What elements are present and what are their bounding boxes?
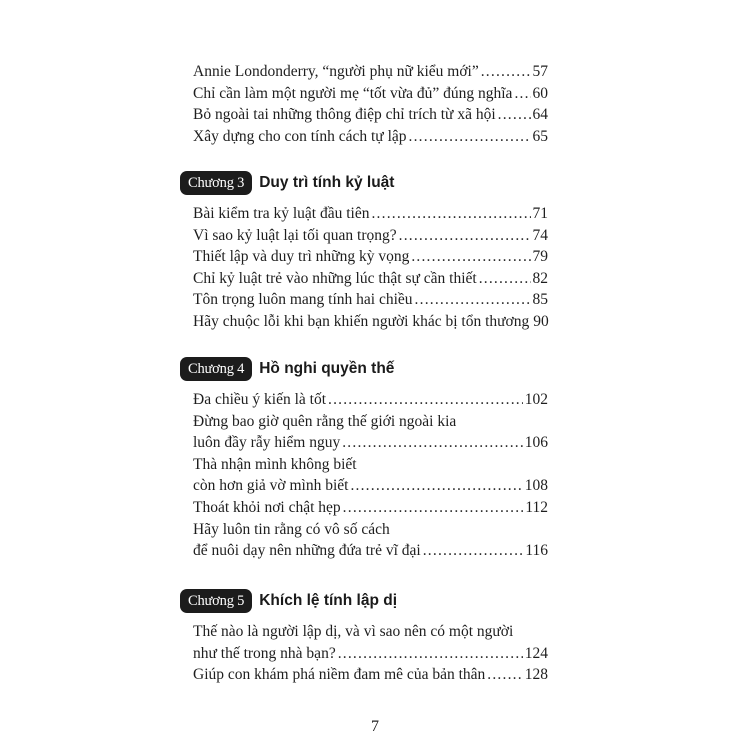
entry-title: Bỏ ngoài tai những thông điệp chỉ trích từ xã hội <box>193 106 496 124</box>
chapter-badge: Chương 5 <box>180 589 252 613</box>
toc-entry <box>193 225 548 247</box>
toc-entry <box>193 540 548 562</box>
entry-page: 112 <box>525 498 548 516</box>
dot-leader <box>371 203 530 225</box>
entry-title: luôn đầy rẫy hiểm nguy <box>193 434 341 452</box>
toc-entry <box>193 83 548 105</box>
chapter-title: Duy trì tính kỷ luật <box>259 173 395 191</box>
dot-leader <box>409 126 531 148</box>
chapter-heading-5 <box>180 588 397 613</box>
toc-entry <box>193 475 548 497</box>
entry-page: 106 <box>524 434 548 452</box>
entry-title: Giúp con khám phá niềm đam mê của bản thân <box>193 666 486 684</box>
chapter-title: Khích lệ tính lập dị <box>259 591 398 609</box>
toc-entry <box>193 311 548 333</box>
toc-entry <box>193 497 548 519</box>
entry-title: Thoát khỏi nơi chật hẹp <box>193 498 341 516</box>
entry-page: 65 <box>532 127 548 145</box>
dot-leader <box>423 540 524 562</box>
dot-leader <box>481 61 531 83</box>
entry-page: 64 <box>532 106 548 124</box>
entry-title: còn hơn giả vờ mình biết <box>193 477 349 495</box>
entry-title: như thế trong nhà bạn? <box>193 644 336 662</box>
entry-page: 71 <box>532 205 548 222</box>
entry-title-line1: Hãy luôn tin rằng có vô số cách <box>193 520 390 538</box>
entry-title-line1: Thà nhận mình không biết <box>193 455 357 473</box>
toc-entry <box>193 126 548 148</box>
toc-section-chapter-5 <box>193 621 548 686</box>
toc-entry <box>193 104 548 126</box>
dot-leader <box>338 643 523 665</box>
toc-section-chapter-4 <box>193 389 548 562</box>
toc-entry <box>193 643 548 665</box>
toc-entry <box>193 268 548 290</box>
toc-section-previous <box>193 61 548 147</box>
chapter-heading-3 <box>180 170 394 195</box>
toc-entry-line1 <box>193 621 548 643</box>
entry-page: 82 <box>532 269 548 287</box>
entry-title: Xây dựng cho con tính cách tự lập <box>193 127 407 145</box>
dot-leader <box>498 104 531 126</box>
toc-entry <box>193 246 548 268</box>
entry-title-line1: Thế nào là người lập dị, và vì sao nên có một người <box>193 623 514 640</box>
dot-leader <box>342 432 523 454</box>
entry-title: Vì sao kỷ luật lại tối quan trọng? <box>193 226 397 244</box>
entry-title: Tôn trọng luôn mang tính hai chiều <box>193 291 413 309</box>
chapter-title: Hồ nghi quyền thế <box>259 359 395 377</box>
entry-title: để nuôi dạy nên những đứa trẻ vĩ đại <box>193 542 421 560</box>
entry-title: Thiết lập và duy trì những kỳ vọng <box>193 248 410 266</box>
entry-page: 102 <box>524 391 548 408</box>
chapter-heading-4 <box>180 356 394 381</box>
chapter-badge: Chương 4 <box>180 357 252 381</box>
toc-entry-line1 <box>193 519 548 541</box>
toc-entry <box>193 61 548 83</box>
toc-entry-line1 <box>193 454 548 476</box>
entry-title: Chỉ kỷ luật trẻ vào những lúc thật sự cần thiết <box>193 269 477 287</box>
toc-entry <box>193 432 548 454</box>
toc-entry-line1 <box>193 411 548 433</box>
dot-leader <box>411 246 530 268</box>
page-number: 7 <box>371 718 379 735</box>
dot-leader <box>343 497 524 519</box>
dot-leader <box>479 268 531 290</box>
entry-title: Chỉ cần làm một người mẹ “tốt vừa đủ” đúng nghĩa <box>193 84 513 102</box>
entry-page: 74 <box>532 226 548 244</box>
dot-leader <box>399 225 531 247</box>
toc-entry <box>193 203 548 225</box>
entry-title: Annie Londonderry, “người phụ nữ kiểu mới” <box>193 63 479 80</box>
entry-page: 60 <box>532 84 548 102</box>
dot-leader <box>415 289 531 311</box>
entry-page: 128 <box>524 666 548 684</box>
chapter-badge: Chương 3 <box>180 171 252 195</box>
dot-leader <box>350 475 522 497</box>
entry-page: 124 <box>524 644 548 662</box>
toc-section-chapter-3 <box>193 203 548 333</box>
toc-entry <box>193 389 548 411</box>
entry-page: 79 <box>532 248 548 266</box>
dot-leader <box>487 664 522 686</box>
dot-leader <box>328 389 523 411</box>
entry-title: Đa chiều ý kiến là tốt <box>193 391 326 408</box>
entry-page: 90 <box>533 312 549 330</box>
entry-title-line1: Đừng bao giờ quên rằng thế giới ngoài kia <box>193 412 457 430</box>
toc-entry <box>193 664 548 686</box>
entry-title: Bài kiểm tra kỷ luật đầu tiên <box>193 205 370 222</box>
entry-page: 108 <box>524 477 548 495</box>
toc-entry <box>193 289 548 311</box>
entry-page: 116 <box>525 542 548 560</box>
dot-leader <box>514 83 530 105</box>
entry-page: 57 <box>532 63 548 80</box>
entry-title: Hãy chuộc lỗi khi bạn khiến người khác bị tổn thương <box>193 312 530 330</box>
entry-page: 85 <box>532 291 548 309</box>
